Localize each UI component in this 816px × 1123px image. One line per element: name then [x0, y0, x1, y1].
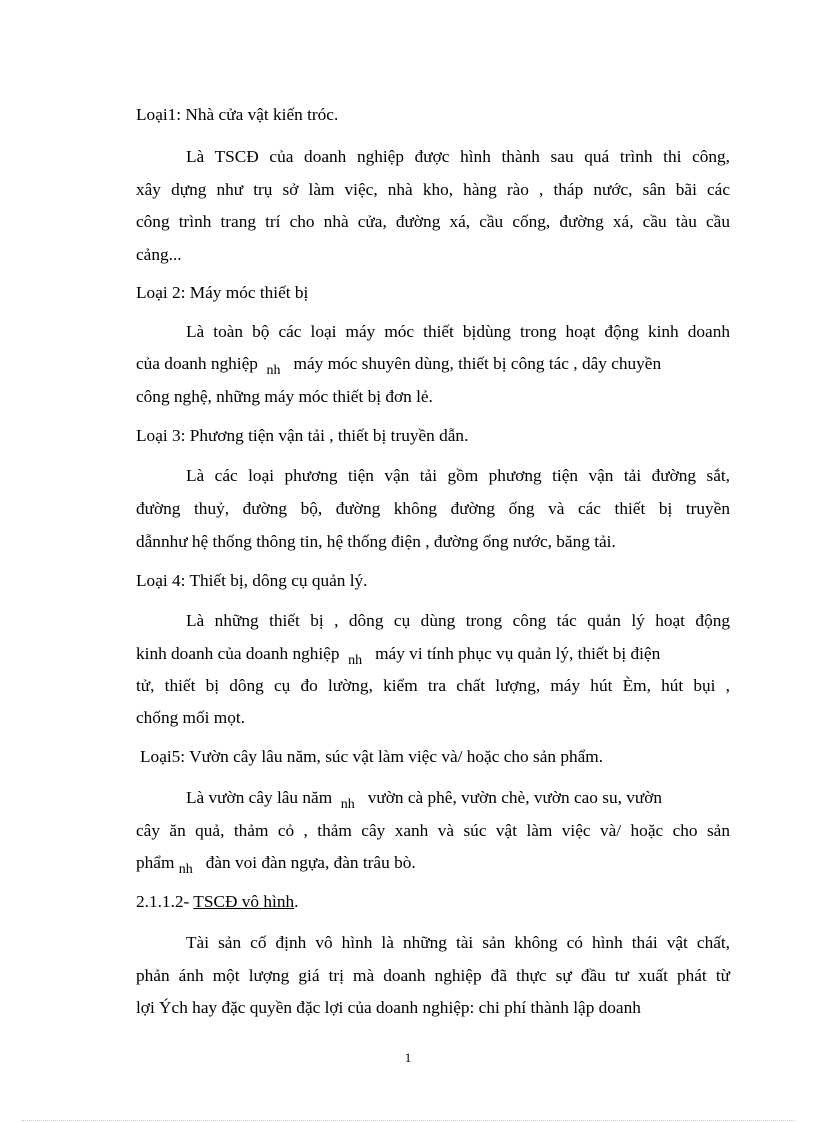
subscript-nh: nh — [340, 797, 355, 812]
paragraph-line: Tài sản cố định vô hình là những tài sản không có hình thái vật chất, — [186, 933, 730, 952]
paragraph-line: lợi Ých hay đặc quyền đặc lợi của doanh nghiệp: chi phí thành lập doanh — [136, 998, 641, 1017]
paragraph-line: đường thuỷ, đường bộ, đường không đường ống và các thiết bị truyền — [136, 499, 730, 518]
paragraph-line: Là TSCĐ của doanh nghiệp được hình thành sau quá trình thi công, — [186, 147, 730, 166]
text-run: kinh doanh của doanh nghiệp — [136, 644, 340, 663]
paragraph-line: xây dựng như trụ sở làm việc, nhà kho, hàng rào , tháp nước, sân bãi các — [136, 180, 730, 199]
section-number: 2.1.1.2- — [136, 892, 194, 911]
paragraph-line: Là toàn bộ các loại máy móc thiết bịdùng trong hoạt động kinh doanh — [186, 322, 730, 341]
paragraph-line: tử, thiết bị dông cụ đo lường, kiểm tra chất lượng, máy hút Èm, hút bụi , — [136, 676, 730, 695]
paragraph-line: chống mối mọt. — [136, 708, 245, 727]
paragraph-line: phản ánh một lượng giá trị mà doanh nghiệp đã thực sự đầu tư xuất phát từ — [136, 966, 730, 985]
text-run: phẩm — [136, 853, 175, 872]
text-run: vườn cà phê, vườn chè, vườn cao su, vườn — [367, 788, 663, 807]
subscript-nh: nh — [178, 862, 193, 877]
paragraph-line: cảng... — [136, 245, 182, 264]
subscript-nh: nh — [266, 363, 281, 378]
paragraph-line: dẫnnhư hệ thống thông tin, hệ thống điện , đường ống nước, băng tải. — [136, 532, 616, 551]
paragraph-line — [136, 353, 730, 377]
heading-loai-3: Loại 3: Phương tiện vận tải , thiết bị truyền dẫn. — [136, 426, 469, 445]
page-bottom-divider — [22, 1120, 794, 1121]
text-run: máy vi tính phục vụ quản lý, thiết bị điện — [375, 644, 661, 663]
paragraph-line — [186, 787, 730, 811]
heading-loai-4: Loại 4: Thiết bị, dông cụ quản lý. — [136, 571, 368, 590]
section-title: TSCĐ vô hình — [193, 892, 295, 911]
text-run: của doanh nghiệp — [136, 354, 258, 373]
heading-loai-1: Loại1: Nhà cửa vật kiến tróc. — [136, 105, 339, 124]
paragraph-line: cây ăn quả, thảm cỏ , thảm cây xanh và súc vật làm việc và/ hoặc cho sản — [136, 821, 730, 840]
paragraph-line — [136, 643, 730, 667]
heading-loai-2: Loại 2: Máy móc thiết bị — [136, 283, 309, 302]
heading-loai-5: Loại5: Vườn cây lâu năm, súc vật làm việc và/ hoặc cho sản phẩm. — [140, 747, 604, 766]
paragraph-line — [136, 852, 730, 876]
page-number: 1 — [404, 1050, 412, 1065]
subscript-nh: nh — [348, 653, 363, 668]
section-period: . — [294, 892, 299, 911]
paragraph-line: Là những thiết bị , dông cụ dùng trong công tác quản lý hoạt động — [186, 611, 730, 630]
text-run: máy móc shuyên dùng, thiết bị công tác , dây chuyền — [293, 354, 662, 373]
heading-section-2-1-1-2 — [136, 891, 730, 913]
text-run: Là vườn cây lâu năm — [186, 788, 333, 807]
paragraph-line: Là các loại phương tiện vận tải gồm phương tiện vận tải đường sắt, — [186, 466, 730, 485]
paragraph-line: công trình trang trí cho nhà cửa, đường xá, cầu cống, đường xá, cầu tàu cầu — [136, 212, 730, 231]
paragraph-line: công nghệ, những máy móc thiết bị đơn lẻ. — [136, 387, 433, 406]
text-run: đàn voi đàn ngựa, đàn trâu bò. — [205, 853, 416, 872]
